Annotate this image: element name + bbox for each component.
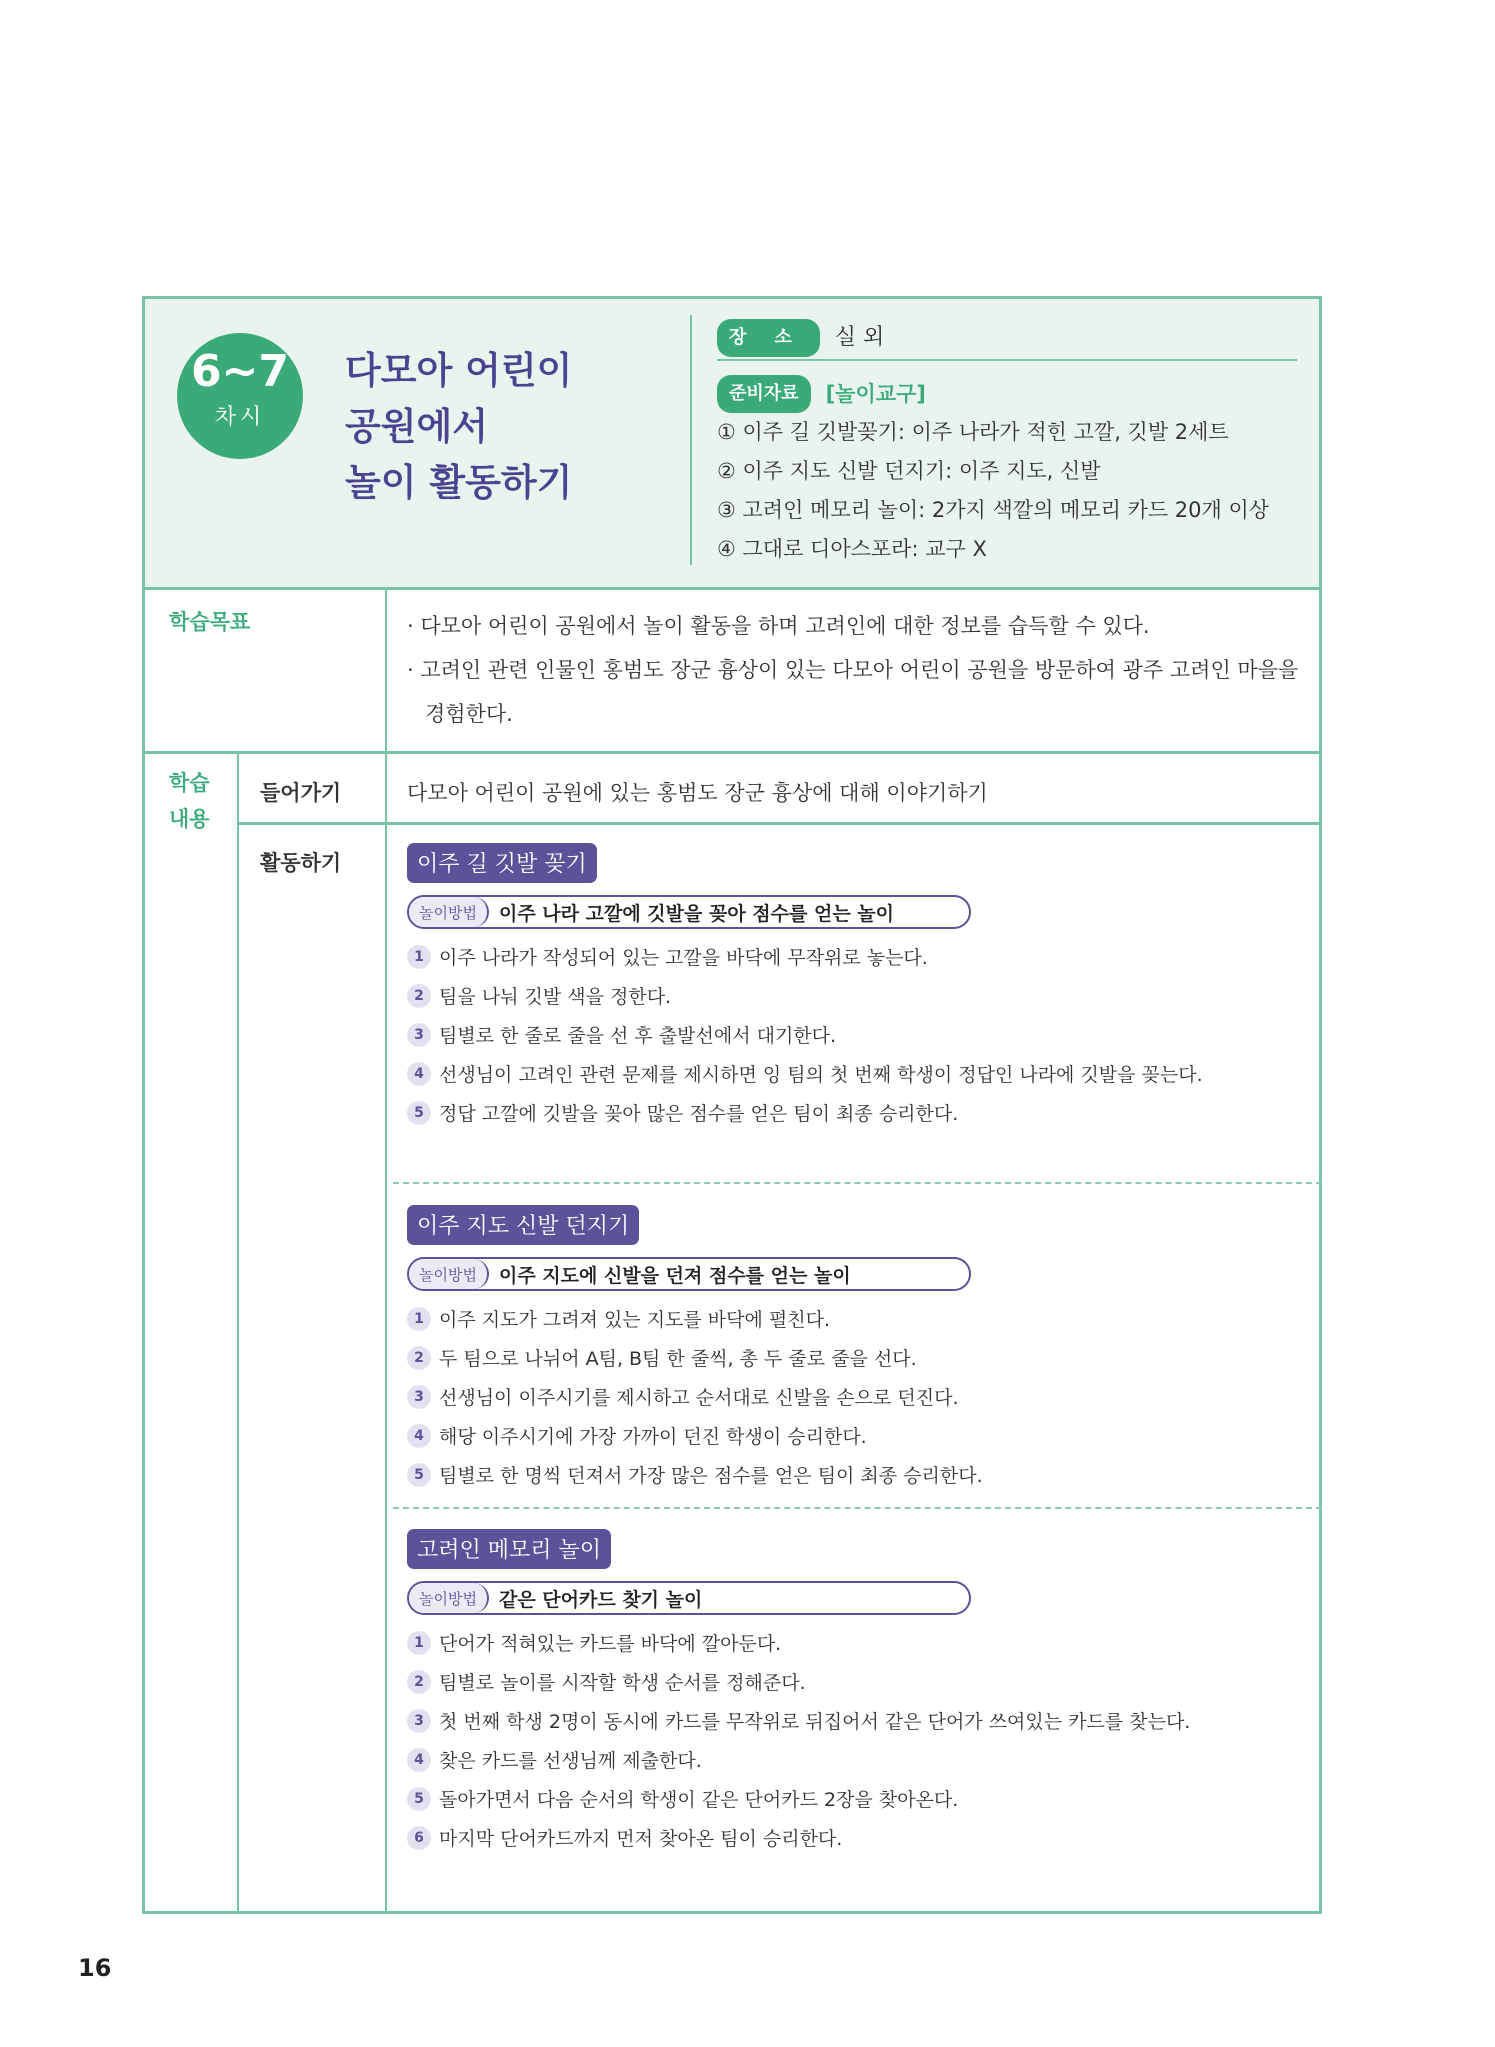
step-number: 3	[407, 1385, 431, 1409]
activity-block	[407, 1205, 1307, 1494]
step-number: 4	[407, 1748, 431, 1772]
step-number: 2	[407, 1346, 431, 1370]
lesson-number: 6~7	[190, 346, 290, 397]
lesson-title-line: 다모아 어린이	[345, 349, 573, 392]
step-item	[407, 976, 1307, 1015]
step-number: 1	[407, 1631, 431, 1655]
step-number: 2	[407, 1670, 431, 1694]
header-divider	[690, 315, 692, 565]
play-method-tag: 놀이방법	[409, 1583, 489, 1613]
step-text: 팀별로 한 명씩 던져서 가장 많은 점수를 얻은 팀이 최종 승리한다.	[439, 1465, 983, 1487]
step-number: 1	[407, 1307, 431, 1331]
activity-label: 활동하기	[260, 851, 342, 875]
step-item	[407, 1377, 1307, 1416]
step-item	[407, 1054, 1307, 1093]
prep-item: ① 이주 길 깃발꽂기: 이주 나라가 적힌 고깔, 깃발 2세트	[717, 420, 1229, 444]
step-number: 6	[407, 1826, 431, 1850]
prep-item: ④ 그대로 디아스포라: 교구 X	[717, 537, 987, 561]
step-text: 두 팀으로 나뉘어 A팀, B팀 한 줄씩, 총 두 줄로 줄을 선다.	[439, 1348, 917, 1370]
step-text: 해당 이주시기에 가장 가까이 던진 학생이 승리한다.	[439, 1426, 867, 1448]
step-text: 팀별로 놀이를 시작할 학생 순서를 정해준다.	[439, 1672, 806, 1694]
place-row	[717, 319, 1297, 359]
intro-text: 다모아 어린이 공원에 있는 홍범도 장군 흉상에 대해 이야기하기	[407, 781, 988, 805]
content-label-line: 학습	[169, 771, 210, 795]
step-item	[407, 1093, 1307, 1132]
step-text: 첫 번째 학생 2명이 동시에 카드를 무작위로 뒤집어서 같은 단어가 쓰여있는 카드를 찾는다.	[439, 1711, 1191, 1733]
objective-item: · 다모아 어린이 공원에서 놀이 활동을 하며 고려인에 대한 정보를 습득할 수 있다.	[407, 614, 1150, 638]
objective-item: · 고려인 관련 인물인 홍범도 장군 흉상이 있는 다모아 어린이 공원을 방문하여 광주 고려인 마을을 경험한다.	[407, 658, 1299, 726]
activity-title: 고려인 메모리 놀이	[407, 1529, 611, 1569]
step-item	[407, 1338, 1307, 1377]
content-label-separator	[237, 754, 239, 1914]
step-number: 3	[407, 1709, 431, 1733]
activity-title: 이주 길 깃발 꽂기	[407, 843, 597, 883]
step-number: 5	[407, 1787, 431, 1811]
step-text: 팀을 나눠 깃발 색을 정한다.	[439, 986, 672, 1008]
lesson-unit: 차시	[214, 405, 266, 430]
step-item	[407, 1416, 1307, 1455]
page-number: 16	[78, 1954, 112, 1982]
play-method	[407, 1257, 971, 1291]
step-text: 단어가 적혀있는 카드를 바닥에 깔아둔다.	[439, 1633, 782, 1655]
step-text: 팀별로 한 줄로 줄을 선 후 출발선에서 대기한다.	[439, 1025, 837, 1047]
step-item	[407, 937, 1307, 976]
activity-block	[407, 1529, 1307, 1857]
lesson-title	[345, 343, 665, 511]
step-list	[407, 1299, 1307, 1494]
step-list	[407, 937, 1307, 1132]
content-label-line: 내용	[169, 807, 210, 831]
play-method-tag: 놀이방법	[409, 1259, 489, 1289]
play-method	[407, 895, 971, 929]
lesson-header	[145, 299, 1319, 590]
step-item	[407, 1015, 1307, 1054]
step-item	[407, 1299, 1307, 1338]
prep-label: 준비자료	[717, 375, 811, 413]
place-label: 장소	[717, 319, 820, 357]
step-item	[407, 1623, 1307, 1662]
content-column-separator	[385, 754, 387, 1914]
info-divider	[717, 359, 1297, 361]
lesson-number-badge	[177, 333, 303, 459]
play-method	[407, 1581, 971, 1615]
prep-tag: [놀이교구]	[825, 382, 926, 406]
objectives-separator	[385, 590, 387, 751]
step-number: 3	[407, 1023, 431, 1047]
step-number: 1	[407, 945, 431, 969]
step-item	[407, 1779, 1307, 1818]
lesson-title-line: 놀이 활동하기	[345, 461, 573, 504]
step-item	[407, 1740, 1307, 1779]
prep-item: ③ 고려인 메모리 놀이: 2가지 색깔의 메모리 카드 20개 이상	[717, 498, 1270, 522]
step-text: 선생님이 이주시기를 제시하고 순서대로 신발을 손으로 던진다.	[439, 1387, 959, 1409]
place-value: 실 외	[834, 325, 885, 350]
step-item	[407, 1455, 1307, 1494]
step-number: 2	[407, 984, 431, 1008]
step-text: 마지막 단어카드까지 먼저 찾아온 팀이 승리한다.	[439, 1828, 843, 1850]
step-item	[407, 1818, 1307, 1857]
intro-label: 들어가기	[260, 781, 342, 805]
step-text: 돌아가면서 다음 순서의 학생이 같은 단어카드 2장을 찾아온다.	[439, 1789, 959, 1811]
step-number: 4	[407, 1424, 431, 1448]
content-label	[169, 765, 210, 837]
play-method-tag: 놀이방법	[409, 897, 489, 927]
play-method-text: 같은 단어카드 찾기 놀이	[498, 1588, 703, 1611]
prep-item: ② 이주 지도 신발 던지기: 이주 지도, 신발	[717, 459, 1101, 483]
activity-title: 이주 지도 신발 던지기	[407, 1205, 639, 1245]
step-text: 이주 나라가 작성되어 있는 고깔을 바닥에 무작위로 놓는다.	[439, 947, 928, 969]
play-method-text: 이주 지도에 신발을 던져 점수를 얻는 놀이	[498, 1264, 851, 1287]
objectives-text	[407, 604, 1307, 736]
step-number: 5	[407, 1101, 431, 1125]
step-text: 선생님이 고려인 관련 문제를 제시하면 잉 팀의 첫 번째 학생이 정답인 나라에 깃발을 꽂는다.	[439, 1064, 1203, 1086]
step-text: 정답 고깔에 깃발을 꽂아 많은 점수를 얻은 팀이 최종 승리한다.	[439, 1103, 959, 1125]
step-text: 찾은 카드를 선생님께 제출한다.	[439, 1750, 702, 1772]
step-list	[407, 1623, 1307, 1857]
step-item	[407, 1701, 1307, 1740]
step-number: 5	[407, 1463, 431, 1487]
objectives-label: 학습목표	[169, 610, 251, 634]
play-method-text: 이주 나라 고깔에 깃발을 꽂아 점수를 얻는 놀이	[498, 902, 894, 925]
activity-divider	[393, 1182, 1322, 1184]
activity-divider	[393, 1507, 1322, 1509]
step-item	[407, 1662, 1307, 1701]
lesson-info	[717, 319, 1297, 569]
lesson-title-line: 공원에서	[345, 405, 488, 448]
lesson-plan-table	[142, 296, 1322, 1914]
objectives-row	[145, 590, 1319, 754]
step-number: 4	[407, 1062, 431, 1086]
activity-block	[407, 843, 1307, 1132]
prep-heading	[717, 375, 1297, 413]
step-text: 이주 지도가 그려져 있는 지도를 바닥에 펼친다.	[439, 1309, 831, 1331]
